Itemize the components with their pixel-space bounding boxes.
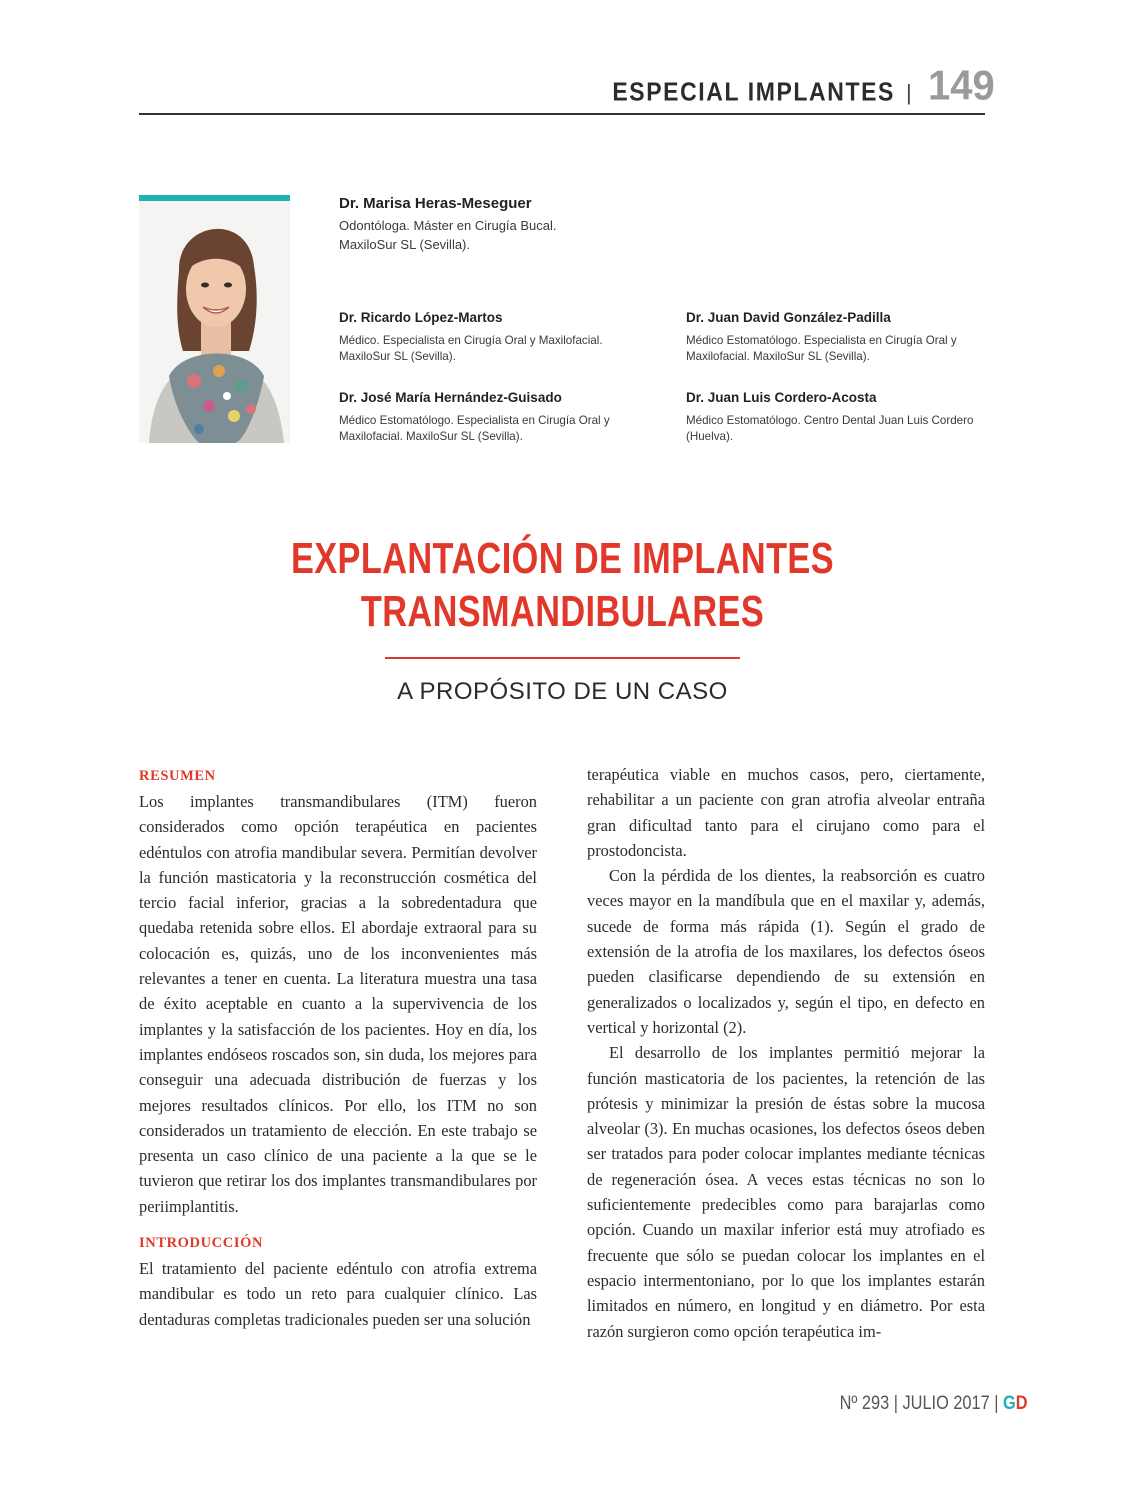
author-name: Dr. Juan David González-Padilla xyxy=(686,310,891,325)
author-name: Dr. Ricardo López-Martos xyxy=(339,310,503,325)
author-affiliation: Médico Estomatólogo. Especialista en Cirugía Oral y Maxilofacial. MaxiloSur SL (Sevilla). xyxy=(686,334,957,363)
abstract-text: Los implantes transmandibulares (ITM) fueron considerados como opción terapéutica en pacientes edéntulos con atrofia mandibular severa. Permitían devolver la función masticatoria y la reconstrucción cosmética del tercio facial inferior, gracias a la sobredentadura que quedaba retenida sobre ellos. El abordaje extraoral para su colocación es, quizás, uno de los inconvenientes más relevantes a tener en cuenta. La literatura muestra una tasa de éxito aceptable en cuanto a la supervivencia de los implantes y la satisfacción de los pacientes. Hoy en día, los implantes endóseos roscados son, sin duda, los mejores para conseguir una adecuada distribución de fuerzas y los mejores resultados clínicos. Por ello, los ITM no son considerados un tratamiento de elección. En este trabajo se presenta un caso clínico de una paciente a la que se le tuvieron que retirar los dos implantes transmandibulares por periimplantitis. xyxy=(139,792,537,1216)
author-affiliation: Médico Estomatólogo. Centro Dental Juan Luis Cordero (Huelva). xyxy=(686,414,974,443)
author-affiliation: Médico Estomatólogo. Especialista en Cirugía Oral y Maxilofacial. MaxiloSur SL (Sevilla). xyxy=(339,414,610,443)
intro-paragraph-1-continuation: terapéutica viable en muchos casos, pero, ciertamente, rehabilitar a un paciente con gran atrofia alveolar entraña gran dificultad tanto para el cirujano como para el prostodoncista. xyxy=(587,765,985,860)
footer-separator: | xyxy=(894,1393,899,1414)
right-column xyxy=(587,762,985,1362)
section-title: ESPECIAL IMPLANTES xyxy=(612,76,895,106)
left-column xyxy=(139,764,537,1332)
logo-letter-g: G xyxy=(1003,1393,1017,1414)
title-line-2: TRANSMANDIBULARES xyxy=(360,587,765,636)
footer xyxy=(840,1393,1028,1415)
author-name-main: Dr. Marisa Heras-Meseguer xyxy=(339,195,532,212)
author-photo xyxy=(139,201,290,443)
author-name: Dr. Juan Luis Cordero-Acosta xyxy=(686,390,877,405)
article-title xyxy=(280,532,846,638)
author-affiliation-main-line2: MaxiloSur SL (Sevilla). xyxy=(339,237,471,252)
abstract-heading: RESUMEN xyxy=(139,768,216,784)
footer-separator: | xyxy=(994,1393,999,1414)
header-rule xyxy=(139,113,985,115)
issue-date: JULIO 2017 xyxy=(902,1393,991,1414)
logo-letter-d: D xyxy=(1016,1393,1028,1414)
intro-heading: INTRODUCCIÓN xyxy=(139,1235,264,1252)
intro-paragraph-2: Con la pérdida de los dientes, la reabsorción es cuatro veces mayor en la mandíbula que en el maxilar y, además, sucede de forma más rápida (1). Según el grado de extensión de la atrofia de los maxilares, los defectos óseos pueden clasificarse dependiendo de su extensión en generalizados o localizados y, según el tipo, en defecto en vertical y horizontal (2). xyxy=(587,866,985,1037)
header-separator: | xyxy=(906,80,912,105)
issue-number: Nº 293 xyxy=(840,1393,890,1414)
title-line-1: EXPLANTACIÓN DE IMPLANTES xyxy=(290,534,835,583)
page-number: 149 xyxy=(928,62,995,110)
article-subtitle: A PROPÓSITO DE UN CASO xyxy=(397,678,728,705)
author-affiliation-main-line1: Odontóloga. Máster en Cirugía Bucal. xyxy=(339,218,557,233)
intro-paragraph-3: El desarrollo de los implantes permitió mejorar la función masticatoria de los pacientes, la retención de las prótesis y minimizar la presión de éstas sobre la mucosa alveolar (3). En muchas ocasiones, los defectos óseos deben ser tratados para poder colocar implantes mediante técnicas de regeneración ósea. A veces estas técnicas no son lo suficientemente predecibles como para barajarlas como opción. Cuando un maxilar inferior está muy atrofiado es frecuente que sólo se puedan colocar los implantes en el espacio intermentoniano, por lo que los implantes estarán limitados en número, en longitud y en diámetro. Por esta razón surgieron como opción terapéutica im- xyxy=(587,1043,985,1341)
author-affiliation: Médico. Especialista en Cirugía Oral y Maxilofacial. MaxiloSur SL (Sevilla). xyxy=(339,334,603,363)
author-name: Dr. José María Hernández-Guisado xyxy=(339,390,562,405)
title-rule xyxy=(385,657,740,659)
intro-paragraph-1: El tratamiento del paciente edéntulo con atrofia extrema mandibular es todo un reto para cualquier clínico. Las dentaduras completas tradicionales pueden ser una solución xyxy=(139,1259,537,1329)
